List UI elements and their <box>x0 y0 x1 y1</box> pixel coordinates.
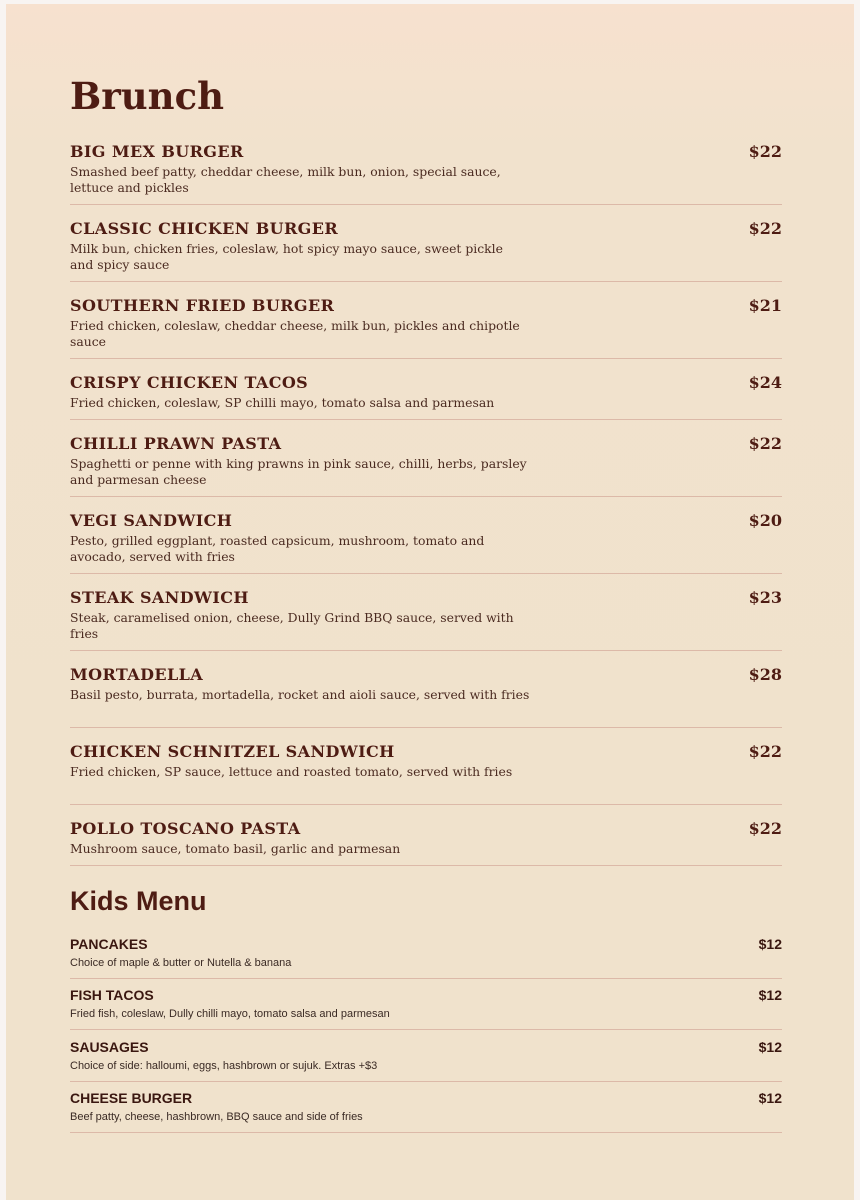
item-price: $24 <box>748 373 782 392</box>
menu-item <box>70 142 782 205</box>
item-price: $12 <box>758 1039 782 1055</box>
item-description: Mushroom sauce, tomato basil, garlic and parmesan <box>70 841 401 856</box>
item-name: POLLO TOSCANO PASTA <box>70 819 301 838</box>
item-description: Milk bun, chicken fries, coleslaw, hot spicy mayo sauce, sweet pickle and spicy sauce <box>70 241 503 272</box>
item-description: Fried chicken, SP sauce, lettuce and roasted tomato, served with fries <box>70 764 513 779</box>
kids-menu-heading: Kids Menu <box>70 886 207 916</box>
menu-item <box>70 219 782 282</box>
menu-item <box>70 665 782 728</box>
item-description: Fried chicken, coleslaw, SP chilli mayo, tomato salsa and parmesan <box>70 395 495 410</box>
item-price: $22 <box>748 742 782 761</box>
item-price: $22 <box>748 219 782 238</box>
kids-menu-item <box>70 987 782 1030</box>
item-name: CRISPY CHICKEN TACOS <box>70 373 309 392</box>
menu-item <box>70 511 782 574</box>
item-description: Smashed beef patty, cheddar cheese, milk bun, onion, special sauce, lettuce and pickles <box>70 164 501 195</box>
item-name: SAUSAGES <box>70 1039 149 1055</box>
menu-item <box>70 434 782 497</box>
item-name: FISH TACOS <box>70 987 154 1003</box>
menu-item <box>70 588 782 651</box>
menu-item <box>70 373 782 420</box>
item-name: PANCAKES <box>70 936 148 952</box>
kids-menu-item <box>70 936 782 979</box>
menu-item <box>70 819 782 866</box>
item-description: Fried fish, coleslaw, Dully chilli mayo, tomato salsa and parmesan <box>70 1008 390 1020</box>
menu-item <box>70 296 782 359</box>
item-price: $21 <box>748 296 782 315</box>
item-name: SOUTHERN FRIED BURGER <box>70 296 335 315</box>
item-price: $23 <box>748 588 782 607</box>
item-price: $22 <box>748 819 782 838</box>
item-name: MORTADELLA <box>70 665 204 684</box>
item-price: $12 <box>758 987 782 1003</box>
item-price: $20 <box>748 511 782 530</box>
item-description: Pesto, grilled eggplant, roasted capsicum, mushroom, tomato and avocado, served with fries <box>70 533 485 564</box>
item-name: CHEESE BURGER <box>70 1090 193 1106</box>
item-name: BIG MEX BURGER <box>70 142 244 161</box>
item-description: Choice of side: halloumi, eggs, hashbrown or sujuk. Extras +$3 <box>70 1060 378 1072</box>
item-price: $12 <box>758 936 782 952</box>
item-description: Spaghetti or penne with king prawns in pink sauce, chilli, herbs, parsley and parmesan cheese <box>70 456 527 487</box>
item-description: Steak, caramelised onion, cheese, Dully Grind BBQ sauce, served with fries <box>70 610 514 641</box>
item-name: CHILLI PRAWN PASTA <box>70 434 282 453</box>
item-price: $22 <box>748 434 782 453</box>
menu-page <box>6 4 854 1200</box>
item-price: $12 <box>758 1090 782 1106</box>
item-price: $22 <box>748 142 782 161</box>
item-description: Basil pesto, burrata, mortadella, rocket and aioli sauce, served with fries <box>70 687 530 702</box>
item-name: CLASSIC CHICKEN BURGER <box>70 219 339 238</box>
item-price: $28 <box>748 665 782 684</box>
item-description: Fried chicken, coleslaw, cheddar cheese, milk bun, pickles and chipotle sauce <box>70 318 520 349</box>
brunch-heading: Brunch <box>70 74 224 118</box>
item-name: CHICKEN SCHNITZEL SANDWICH <box>70 742 395 761</box>
item-name: VEGI SANDWICH <box>70 511 233 530</box>
item-name: STEAK SANDWICH <box>70 588 249 607</box>
item-description: Beef patty, cheese, hashbrown, BBQ sauce and side of fries <box>70 1111 363 1123</box>
kids-menu-item <box>70 1090 782 1133</box>
kids-menu-item <box>70 1039 782 1082</box>
item-description: Choice of maple & butter or Nutella & banana <box>70 957 292 969</box>
menu-item <box>70 742 782 805</box>
